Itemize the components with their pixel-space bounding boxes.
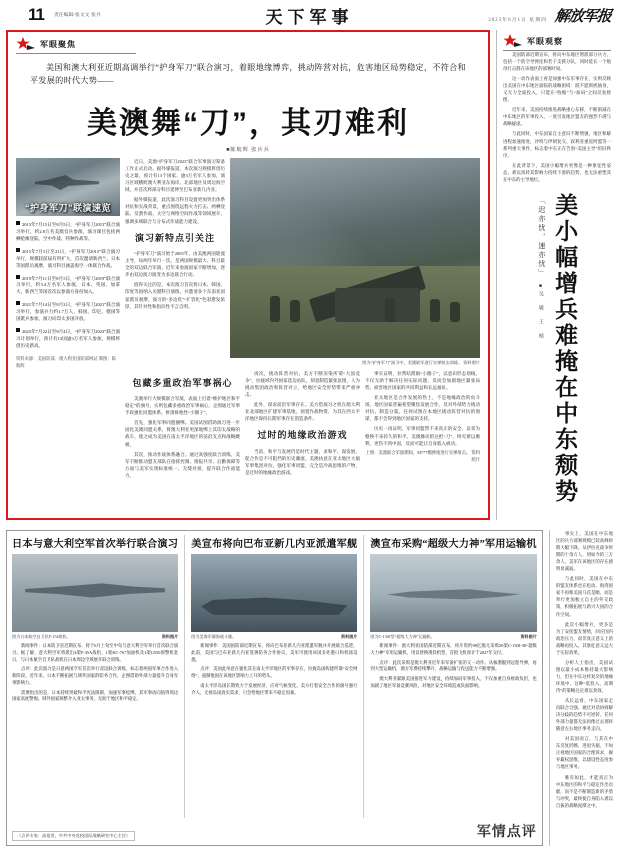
section-badge-observe [503, 34, 611, 51]
news-caption-text: 图为日本航空自卫队F-15J战机。 [12, 634, 71, 639]
paragraph: 南太平洋岛国长期致力于发展经济、应对气候变化。美方打着安全合作的旗号强行介入，无视岛国真实需求，只会给地区带来不稳定因素。 [191, 682, 358, 695]
feature-kicker: 美国和澳大利亚近期高调举行“护身军刀”联合演习，着眼地缘博弈，挑动阵营对抗，危害地区局势稳定，不符合和平发展的时代大势—— [30, 63, 466, 86]
rail-item-text: 2015年7月5日至21日，“护身军刀2015”联合演习举行，规模较前届有所扩大，首次邀请新西兰、日本等国派员观摩，演习科目涵盖海空一体联合作战。 [16, 248, 120, 268]
exercise-overview-rail [16, 158, 120, 482]
section-heading-2: 包藏多重政治军事祸心 [132, 377, 233, 388]
paragraph: 首先，强化军事同盟捆绑。美国试图借助演习进一步固化美澳同盟关系，将澳大利亚更深地绑上其印太战略的战车，使之成为美国在南太平洋地区的前沿支点和战略跳板。 [125, 420, 240, 447]
paragraph: 事实上，美国在中东地区的兵力部署规模已较高峰时期大幅下降。从伊拉克战争时期的十余万人，到如今的三万余人，美军在该地区的存在感明显减弱。 [555, 531, 613, 572]
warship-photo [191, 554, 357, 632]
news-caption-source: 资料图片 [161, 634, 179, 639]
photo-gun-body [335, 288, 420, 322]
main-photo-caption: 图为“护身军刀”演习中，美澳联军进行实弹射击训练。 资料照片 [362, 359, 480, 365]
observe-badge-label: 军眼观察 [527, 36, 563, 46]
page-title: 天下军事 [265, 7, 354, 27]
observe-vertical-headline-wrap [503, 193, 611, 505]
paragraph: 近年来，美国持续推进战略重心东移，不断削减在中东地区的军事投入，一度引发地区盟友的强烈不满与战略疑虑。 [503, 107, 611, 127]
issue-date: 2023年6月1日 星期四 [488, 17, 547, 23]
news-caption [191, 634, 357, 640]
observe-kicker: 「迟亦忧，速亦忧」 [537, 196, 546, 278]
feature-upper-block [125, 158, 480, 366]
news-caption [370, 634, 536, 640]
top-zone [6, 30, 613, 520]
news-body [191, 643, 357, 699]
ship-shape [201, 596, 347, 615]
masthead-right [488, 5, 611, 26]
news-body [370, 643, 536, 693]
artillery-photo [230, 158, 480, 358]
star-icon [503, 34, 523, 48]
paragraph: 点评：美国此举意在强化其在南太平洋地区的军事存在，拉拢岛国构建所谓“安全网络”，遏制他国在该地区影响力上升的势头。 [191, 666, 358, 679]
rail-item-text: 2021年7月14日至8月2日，“护身军刀2021”联合演习举行，参演兵力约1.7万人，韩国、印尼、德国等国派兵参加，演习向印太多国开放。 [16, 302, 120, 322]
paragraph: 新闻事件：美国国防部近期宣布，将向巴布亚新几内亚派遣军舰并开展联合巡逻。此前，美国与巴布亚新几内亚签署防务合作协议，美军可使用该国多处港口和机场设施。 [191, 643, 358, 662]
list-item [16, 275, 120, 297]
helicopter-photo [16, 158, 120, 216]
expert-note: （点评专家：高祖贵，中共中央党校国际战略研究中心主任） [12, 831, 135, 841]
page-number: 11 [28, 5, 44, 24]
feature-article [6, 30, 490, 520]
paragraph: 与此同时，中东国家自主意识不断增强，地区和解进程加速推进，沙特与伊朗复交、叙利亚重返阿盟等一系列重大事件，标志着中东正在告别“美国主导”的旧秩序。 [503, 131, 611, 158]
paragraph: 此次小幅增兵，更多是为了安抚盟友情绪，回应国内政治压力，而非真正意义上的战略再投入。其象征意义远大于实际效果。 [555, 621, 613, 655]
news-caption-text: 图为C-130J型“超级大力神”运输机。 [370, 634, 435, 639]
news-caption-source: 资料图片 [520, 634, 537, 639]
news-caption-text: 图为美海军濒海战斗舰。 [191, 634, 237, 639]
paragraph: 美澳举行大规模联合军演，表面上打着“维护地区和平稳定”的旗号，实则包藏多重政治军事祸心，企图通过军事手段强化同盟体系、拼凑排他性“小圈子”。 [125, 395, 240, 416]
news-footer [12, 821, 537, 841]
paragraph: 与此同时，美国在中东的盟友体系也在松动。海湾国家不再唯美国马首是瞻，而是奉行更加独立自主的外交政策，积极拓展与新兴大国的合作空间。 [555, 576, 613, 617]
main-photo-block [230, 158, 480, 366]
bullet-icon [16, 328, 20, 332]
page-body [0, 30, 619, 848]
paragraph: 美国防部近期宣布，将向中东地区增派部分兵力，包括一个防空导弹连和若干支援分队，同时延长一个航母打击群在该地区的部署时间。 [503, 52, 611, 72]
news-body [12, 643, 178, 706]
news-section-stamp: 军情点评 [476, 823, 537, 839]
rail-item-text: 2013年7月15日至8月5日，“护身军刀2013”联合演习举行，约2.8万名美澳官兵参演，演习课目包括两栖抢滩登陆、空中作战、特种作战等。 [16, 221, 120, 241]
observation-continuation [549, 530, 613, 846]
paragraph: 历史一再证明，军事同盟带不来真正的安全，以邻为壑换不来持久的和平。美澳舞动的这把“刀”，终究难以磨利，更伤不到中国，反而可能让自身陷入被动。 [365, 426, 480, 446]
bullet-icon [16, 248, 20, 252]
rail-item-text: 2019年7月11日至8月5日，“护身军刀2019”联合演习举行，约3.4万名军人参演，日本、英国、加拿大、新西兰等国首次以参演方身份加入。 [16, 275, 120, 295]
news-columns [12, 535, 537, 818]
fighter-jet-photo [12, 554, 178, 632]
paragraph: 当前，和平与发展仍是时代主题，求和平、谋发展、促合作是不可阻挡的历史潮流。美澳执意在亚太地区大搞军事集团对抗，强化军事同盟，完全是冷战思维的产物，是过时的地缘政治游戏。 [245, 448, 360, 475]
paragraph: 值得关注的是，本次演习首次将日本、韩国、印度等国纳入关键科目演练，并邀请多个东南亚国家派员观摩，演习的“多边化”“扩容化”色彩愈发浓厚，其针对性和指向性不言自明。 [125, 282, 225, 309]
observe-intro [503, 51, 611, 183]
feature-lower-block [125, 370, 480, 482]
paragraph: 这一动作表面上看是加强中东军事存在，实则反映出美国在中东地区面临的战略困境：既不愿彻底抽身，又无力全面投入，只能在“收缩”与“加码”之间反复摇摆。 [503, 76, 611, 103]
paragraph: 事实证明，拉帮结派搞“小圈子”，以意识形态划线，不仅无助于解决任何实际问题，反而会加剧地区紧张局势，损害地区国家的共同利益和长远福祉。 [365, 370, 480, 390]
feature-byline: ■陈航辉 张兵兵 [226, 146, 270, 153]
rail-credit: 资料来源：美国防部、澳大利亚国防部网站 制图：陈航辉 [16, 356, 116, 368]
photo-soldier [430, 299, 440, 322]
bottom-zone [6, 530, 613, 846]
paragraph: 分析人士指出，美国试图以最小成本维持最大影响力，但在中东这样复杂的地缘环境中，这种“低投入、高期待”的策略注定难以奏效。 [555, 659, 613, 693]
feature-headline: 美澳舞“刀”，其刃难利 [87, 106, 409, 140]
news-item-1 [12, 535, 178, 818]
article-column-1 [125, 158, 225, 366]
section-badge-label: 军眼聚焦 [40, 39, 76, 49]
feature-tail-note: 上图：美澳联合军演期间，M777榴弹炮进行实弹射击。 资料照片 [365, 449, 480, 462]
paragraph: 其次，推动作战体系融合。通过高强度联合训练，美军不断推动盟友部队在指挥控制、情报共享、后勤保障等方面与美军实现标准统一、无缝对接，提升联合作战能力。 [125, 451, 240, 478]
star-icon [16, 37, 36, 51]
paragraph: 在此背景下，美国小幅增兵更像是一种象征性姿态，难以扭转其影响力持续下滑的趋势，也无法重塑其在中东的主导地位。 [503, 162, 611, 182]
paragraph: 新闻事件：日本防卫省近期宣布，将于6月上旬至中旬与意大利空军举行首次联合演习。据了解，意大利空军将派出4架F-35A战机、1架KC-767加油机及1架G550预警机赴日，与日本航空自卫队战机在日本周边空域展开联合训练。 [12, 643, 179, 662]
paragraph: 澳大利亚紧跟美国推进军力建设，持续加码军事投入，不仅加重自身财政负担，也加剧了地区军备竞赛风险，对地区安全环境造成负面影响。 [370, 676, 537, 688]
list-item [16, 301, 120, 323]
paragraph: 据外媒报道，此次演习科目设置更加突出体系对抗和实战背景，重点围绕远程火力打击、两栖登陆、反潜作战、太空与网络空间作战等领域展开，强调多域联合与分布式作战能力建设。 [125, 197, 225, 224]
list-item [16, 248, 120, 270]
news-caption-source: 资料图片 [341, 634, 358, 639]
photo-soldier [270, 296, 280, 322]
bullet-icon [16, 221, 20, 225]
list-item [16, 221, 120, 243]
plane-shape [387, 585, 520, 604]
photo-soldier [290, 300, 300, 322]
paragraph: 新闻事件：澳大利亚国防部近期宣布，将斥资约98亿澳元采购20架C-130J-30“超级大力神”军用运输机，用以替换现役机型，首批飞机预计于2027年交付。 [370, 643, 537, 655]
observe-headline: 美小幅增兵难掩在中东颓势 [552, 192, 579, 505]
news-briefs-area [6, 530, 543, 846]
paragraph: 从长远看，中东国家走向联合自强、通过对话协商解决分歧的趋势不可逆转。任何外部力量都无法再像过去那样随意左右地区事务走向。 [555, 698, 613, 732]
editor-credit: 责任编辑/张文文 张丹 [53, 12, 102, 17]
paragraph: 此外，谋求前沿军事存在。美方借演习之机在澳大利亚北部地区扩建军事基地、预置作战物资，为其在西太平洋地区保持长期军事存在创造条件。 [245, 402, 360, 422]
paragraph: 近日，美澳“护身军刀2023”联合军事演习筹备工作正式启动。据外媒报道，本次演习规模将创历史之最，预计有13个国家、逾3万名军人参加，演习区域横跨澳大利亚东海岸、北部地区及周边海空域，并首次将部分科目延伸至巴布亚新几内亚。 [125, 158, 225, 193]
section-heading-3: 过时的地缘政治游戏 [257, 430, 348, 441]
paragraph: 点评：此次演习是日意两国空军首次举行双边联合训练，标志着两国军事合作进入新阶段。近年来，日本不断拓展与域外国家的防务合作，企图借助外部力量提升自身军事影响力。 [12, 666, 179, 685]
news-item-3 [363, 535, 536, 818]
rail-photo-caption: “护身军刀”联演速览 [24, 202, 111, 213]
observe-vertical-meta [537, 193, 547, 340]
bullet-icon [16, 301, 20, 305]
news-caption [12, 634, 178, 640]
rail-item-text: 2023年7月22日至8月4日，“护身军刀2023”联合演习计划举行，预计有13国逾3万名军人参加，规模将创历史新高。 [16, 329, 120, 349]
masthead [0, 0, 619, 30]
paragraph: “护身军刀”演习始于2005年，由美澳两国轮流主导，每两年举行一次，是两国规模最大、科目最全的双边联合军演，近年来参演国家不断增加，逐步由双边演习演变为多边联合行动。 [125, 250, 225, 278]
news-title: 澳宣布采购“超级大力神”军用运输机 [370, 539, 537, 550]
paragraph: 再次，挑动阵营对抗。美方不断渲染所谓“大国竞争”，拉拢域内外国家选边站队，刻意制造紧张氛围，人为挑动集团政治和阵营对立，给地区安全形势带来严重冲击。 [245, 370, 360, 398]
section-heading-1: 演习新特点引关注 [134, 232, 215, 243]
feature-main-columns [125, 158, 480, 482]
article-column-2 [125, 370, 240, 482]
observe-author: ■吴 敏 王 桢 [537, 283, 543, 340]
transport-plane-photo [370, 554, 536, 632]
photo-soldier [450, 302, 460, 322]
article-column-4 [365, 370, 480, 482]
feature-grid [16, 158, 480, 482]
paragraph: 点评：此次采购是澳大利亚近年来军备扩张的又一动作。从核潜艇到远程导弹，再到大型运输机，澳方军费持续攀升，战略运输与投送能力不断增强。 [370, 659, 537, 672]
photo-soldier [385, 298, 395, 322]
news-title: 美宣布将向巴布亚新几内亚派遣军舰 [191, 539, 358, 550]
bullet-icon [16, 275, 20, 279]
paragraph: 对美国而言，与其在中东反复折腾、进退失据，不如正视地区国家的合理诉求，摒弃霸权思维，以建设性态度参与地区事务。 [555, 736, 613, 770]
paragraph: 需要指出的是，日本持续突破和平宪法限制，加速军事松绑，其军事动向值得周边国家高度警惕。域外国家频繁介入亚太事务，无助于地区和平稳定。 [12, 689, 179, 702]
article-column-3 [245, 370, 360, 482]
observation-column [496, 30, 613, 520]
paper-logo: 解放军报 [553, 8, 612, 25]
news-title: 日本与意大利空军首次举行联合演习 [12, 539, 179, 550]
paragraph: 唯有如此，才能真正为中东地区的和平与稳定作出贡献，而不是不断制造新的矛盾与冲突，最终使自身陷入难以自拔的战略泥潭之中。 [555, 774, 613, 808]
list-item [16, 328, 120, 350]
section-badge-focus [16, 37, 136, 54]
news-item-2 [184, 535, 357, 818]
jet-shape [25, 581, 165, 601]
paragraph: 亚太地区是合作发展的热土，不是地缘政治的角斗场。地区国家普遍希望聚焦发展合作，反对外部势力挑动对抗、制造分裂。任何试图在本地区挑动阵营对抗的图谋，都不会得到地区国家的支持。 [365, 395, 480, 422]
